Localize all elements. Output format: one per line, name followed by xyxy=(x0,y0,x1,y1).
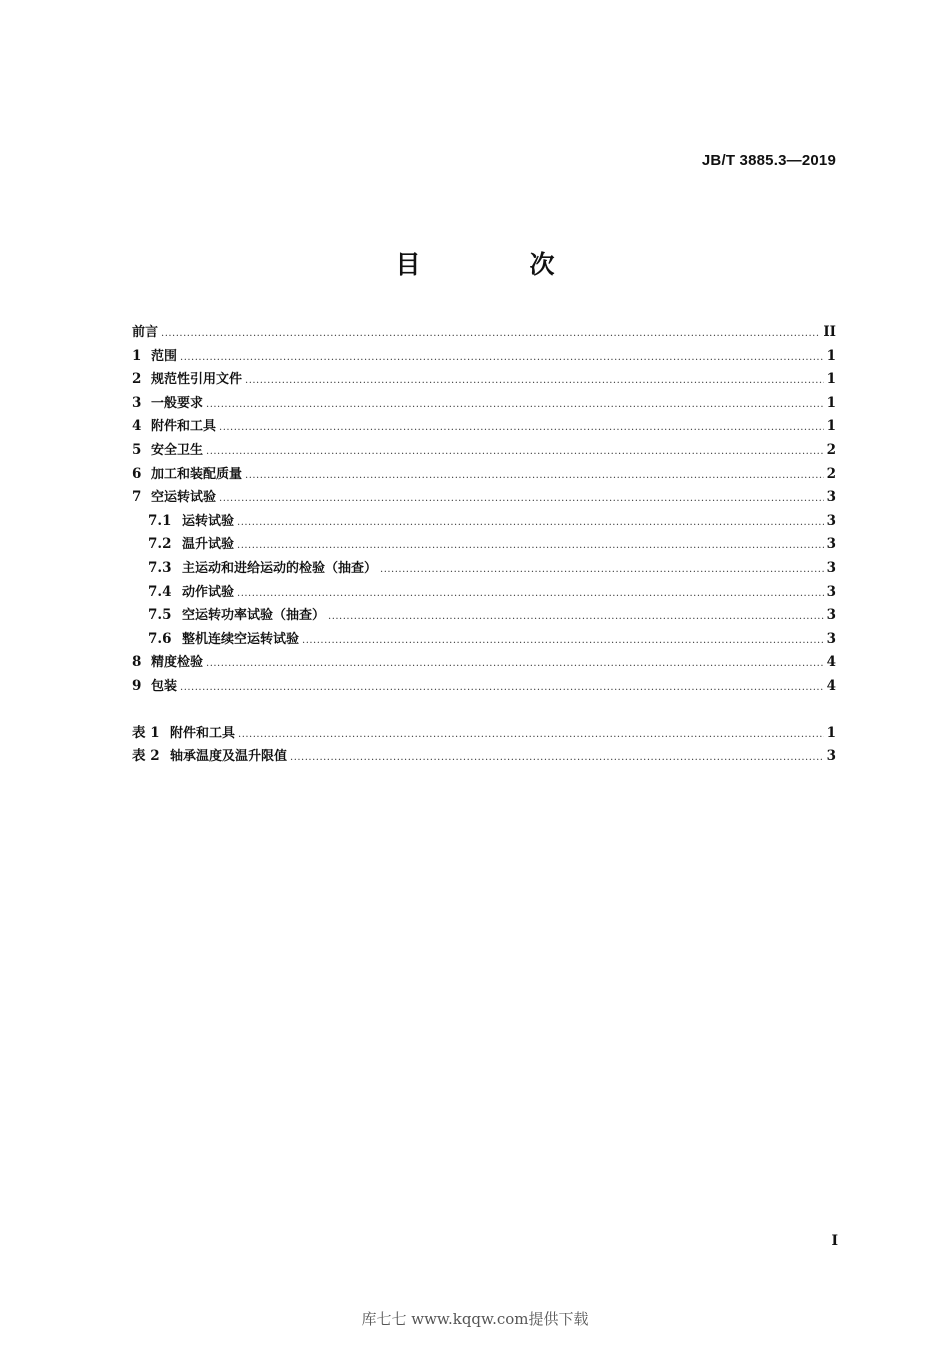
toc-entry-label: 空运转功率试验（抽查） xyxy=(182,608,326,624)
toc-entry-label: 安全卫生 xyxy=(151,442,204,458)
toc-leader xyxy=(161,322,820,346)
toc-entry-page: 3 xyxy=(826,583,836,600)
toc-entry-number: 7.4 xyxy=(148,583,172,600)
toc-entry-page: 3 xyxy=(826,489,836,506)
toc-leader xyxy=(328,605,824,629)
toc-leader xyxy=(380,558,824,582)
table-of-contents xyxy=(132,321,836,769)
toc-leader xyxy=(206,393,824,417)
toc-entry-label: 主运动和进给运动的检验（抽查） xyxy=(182,560,378,576)
toc-table-number: 表 2 xyxy=(132,748,160,765)
toc-entry-7-6[interactable] xyxy=(132,628,836,652)
toc-entry-page: 3 xyxy=(826,630,836,647)
download-watermark: 库七七 www.kqqw.com提供下载 xyxy=(361,1310,589,1328)
toc-leader xyxy=(302,629,824,653)
toc-entry-2[interactable] xyxy=(132,368,836,392)
toc-entry-label: 附件和工具 xyxy=(151,419,217,435)
toc-entry-9[interactable] xyxy=(132,675,836,699)
toc-entry-page: 4 xyxy=(826,654,836,671)
toc-leader xyxy=(237,534,824,558)
toc-table-page: 1 xyxy=(826,724,836,741)
toc-entry-page: 3 xyxy=(826,607,836,624)
toc-entry-number: 3 xyxy=(132,394,142,411)
toc-entry-page: 1 xyxy=(826,347,836,364)
toc-table-number: 表 1 xyxy=(132,724,160,741)
toc-leader xyxy=(219,487,824,511)
toc-entry-page: 4 xyxy=(826,677,836,694)
toc-entry-page: 2 xyxy=(826,441,836,458)
toc-entry-label: 温升试验 xyxy=(182,537,235,553)
toc-table-entry-2[interactable] xyxy=(132,745,836,769)
toc-entry-number: 9 xyxy=(132,677,142,694)
toc-entry-8[interactable] xyxy=(132,651,836,675)
toc-entry-7-4[interactable] xyxy=(132,581,836,605)
toc-entry-3[interactable] xyxy=(132,392,836,416)
toc-entry-4[interactable] xyxy=(132,415,836,439)
toc-entry-number: 7 xyxy=(132,489,142,506)
toc-entry-number: 1 xyxy=(132,347,142,364)
toc-entry-label: 范围 xyxy=(151,348,178,364)
toc-leader xyxy=(245,369,824,393)
toc-leader xyxy=(290,746,824,770)
toc-entry-label: 精度检验 xyxy=(151,655,204,671)
toc-entry-page: 2 xyxy=(826,465,836,482)
toc-entry-label: 前言 xyxy=(132,325,159,340)
toc-entry-number: 7.1 xyxy=(148,512,172,529)
toc-entry-page: 3 xyxy=(826,512,836,529)
toc-entry-7-5[interactable] xyxy=(132,604,836,628)
toc-entry-label: 一般要求 xyxy=(151,395,204,411)
toc-entry-page: II xyxy=(823,324,836,340)
toc-entry-number: 2 xyxy=(132,371,142,388)
toc-table-label: 轴承温度及温升限值 xyxy=(170,749,288,765)
toc-entry-label: 规范性引用文件 xyxy=(151,372,243,388)
toc-entry-label: 运转试验 xyxy=(182,513,235,529)
toc-entry-page: 1 xyxy=(826,418,836,435)
toc-leader xyxy=(206,652,824,676)
toc-entry-number: 4 xyxy=(132,418,142,435)
toc-leader xyxy=(180,676,824,700)
toc-leader xyxy=(180,346,824,370)
toc-entry-page: 3 xyxy=(826,536,836,553)
toc-table-page: 3 xyxy=(826,748,836,765)
toc-entry-5[interactable] xyxy=(132,439,836,463)
toc-leader xyxy=(237,582,824,606)
toc-table-label: 附件和工具 xyxy=(170,725,236,741)
toc-table-entry-1[interactable] xyxy=(132,722,836,746)
standard-code: JB/T 3885.3—2019 xyxy=(701,152,836,169)
toc-entry-label: 包装 xyxy=(151,678,178,694)
toc-entry-label: 空运转试验 xyxy=(151,490,217,506)
toc-entry-number: 7.3 xyxy=(148,559,172,576)
toc-entry-label: 动作试验 xyxy=(182,584,235,600)
toc-entry-number: 6 xyxy=(132,465,142,482)
toc-entry-number: 7.2 xyxy=(148,536,172,553)
toc-entry-7-2[interactable] xyxy=(132,533,836,557)
toc-entry-1[interactable] xyxy=(132,345,836,369)
toc-leader xyxy=(245,464,824,488)
toc-leader xyxy=(206,440,824,464)
toc-entry-7[interactable] xyxy=(132,486,836,510)
toc-entry-7-1[interactable] xyxy=(132,510,836,534)
page-number: I xyxy=(831,1233,838,1249)
page-title: 目 次 xyxy=(395,250,597,279)
section-spacer xyxy=(132,699,836,722)
toc-entry-7-3[interactable] xyxy=(132,557,836,581)
toc-entry-label: 加工和装配质量 xyxy=(151,466,243,482)
toc-entry-number: 5 xyxy=(132,441,142,458)
toc-entry-page: 3 xyxy=(826,559,836,576)
toc-entry-foreword[interactable] xyxy=(132,321,836,345)
toc-entry-label: 整机连续空运转试验 xyxy=(182,631,300,647)
toc-entry-number: 7.6 xyxy=(148,630,172,647)
toc-entry-page: 1 xyxy=(826,394,836,411)
toc-leader xyxy=(237,511,824,535)
toc-leader xyxy=(219,416,824,440)
toc-entry-number: 8 xyxy=(132,654,142,671)
toc-entry-number: 7.5 xyxy=(148,607,172,624)
toc-entry-page: 1 xyxy=(826,371,836,388)
toc-entry-6[interactable] xyxy=(132,463,836,487)
toc-leader xyxy=(238,723,824,747)
